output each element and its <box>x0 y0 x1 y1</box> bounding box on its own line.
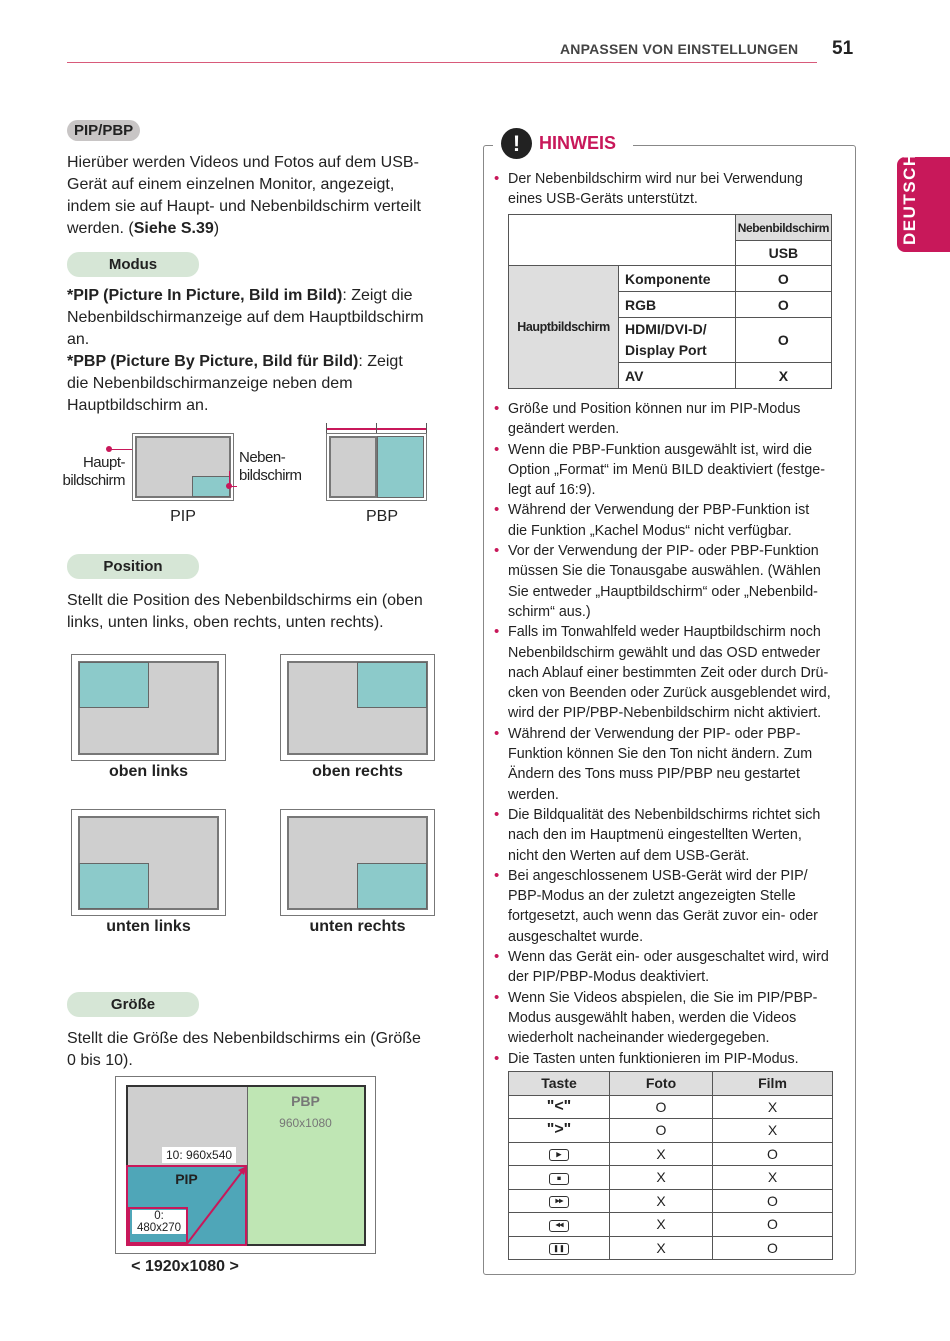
source-cell: Komponente <box>619 266 736 292</box>
usb-header: USB <box>735 241 831 266</box>
key-function-table <box>508 1071 833 1260</box>
language-tab-label: DEUTSCH <box>900 152 919 245</box>
icon-glyph: ▶ <box>556 1151 562 1159</box>
pbp-term: *PBP (Picture By Picture, Bild für Bild) <box>67 353 359 370</box>
intro-line <box>67 218 467 240</box>
bullet-line: eines USB-Geräts unterstützt. <box>508 191 698 208</box>
sub-screen <box>79 662 149 708</box>
pbp-area <box>247 1087 364 1244</box>
position-top-right-diagram <box>280 654 435 761</box>
value-cell: O <box>735 318 831 363</box>
modus-line: an. <box>67 331 90 348</box>
source-cell <box>619 318 736 363</box>
pbp-diagram <box>326 433 427 501</box>
rewind-button-icon <box>549 1220 569 1232</box>
note-bullet <box>492 622 844 723</box>
pip-term: *PIP (Picture In Picture, Bild im Bild) <box>67 287 343 304</box>
note-bullet <box>492 541 844 622</box>
note-bullet <box>492 988 844 1049</box>
modus-line: die Nebenbildschirmanzeige neben dem <box>67 375 353 392</box>
key-pause <box>509 1236 610 1260</box>
bullet-line: ausgeschaltet wurde. <box>508 928 644 945</box>
bullet-line: Nebenbildschirm gewählt und das OSD entweder <box>508 644 821 661</box>
modus-line <box>67 285 467 307</box>
bullet-line: schirm“ aus.) <box>508 603 591 620</box>
position-top-right-label: oben rechts <box>312 763 403 780</box>
bullet-line: • Wenn das Gerät ein- oder ausgeschaltet wird, wird <box>508 949 829 966</box>
sub-screen <box>192 476 230 497</box>
note-header <box>493 128 633 160</box>
bullet-line: nach den im Hauptmenü eingestellten Werten, <box>508 827 802 844</box>
photo-cell: X <box>610 1213 713 1237</box>
bullet-line: PBP-Modus an der zuletzt angezeigten Stelle <box>508 888 796 905</box>
size-diagram <box>115 1076 376 1254</box>
arrow-tick <box>326 423 327 433</box>
intro-text: werden. ( <box>67 220 134 237</box>
pip-pbp-title: PIP/PBP <box>67 120 140 141</box>
arrow-tick <box>376 423 377 433</box>
value-cell: O <box>735 292 831 318</box>
arrow-tick <box>426 423 427 433</box>
key-fast-forward <box>509 1189 610 1213</box>
intro-line: indem sie auf Haupt- und Nebenbildschirm verteilt <box>67 198 421 215</box>
film-cell: O <box>713 1213 833 1237</box>
bullet-line: Modus ausgewählt haben, werden die Videos <box>508 1009 797 1026</box>
sub-screen <box>357 662 427 708</box>
intro-text: ) <box>213 220 220 237</box>
film-cell: O <box>713 1142 833 1166</box>
position-bottom-right-diagram <box>280 809 435 916</box>
min-size-label <box>132 1210 186 1234</box>
main-screen <box>329 436 377 498</box>
modus-text: : Zeigt <box>358 353 403 370</box>
note-first-list <box>492 169 844 210</box>
photo-cell: O <box>610 1119 713 1143</box>
note-bullet <box>492 947 844 988</box>
fast-forward-button-icon <box>549 1196 569 1208</box>
stop-button-icon <box>549 1173 569 1185</box>
source-cell: AV <box>619 363 736 389</box>
bullet-line: Ändern des Tons muss PIP/PBP neu gestartet <box>508 766 800 783</box>
film-header: Film <box>713 1072 833 1096</box>
pointer-dot <box>106 446 112 452</box>
header-rule <box>67 62 817 63</box>
bullet-line: • Während der Verwendung der PIP- oder PBP- <box>508 725 801 742</box>
value-cell: O <box>735 266 831 292</box>
size-description <box>67 1028 467 1072</box>
film-cell: O <box>713 1236 833 1260</box>
play-button-icon <box>549 1149 569 1161</box>
intro-line: Hierüber werden Videos und Fotos auf dem USB- <box>67 154 419 171</box>
modus-line: Nebenbildschirmanzeige auf dem Hauptbildschirm <box>67 309 424 326</box>
bullet-line: wiederholt nacheinander wiedergegeben. <box>508 1030 770 1047</box>
sub-screen-label <box>239 449 302 485</box>
main-screen-header: Hauptbildschirm <box>509 266 619 389</box>
key-stop <box>509 1166 610 1190</box>
bullet-line: fortgesetzt, auch wenn das Gerät zuvor ein- oder <box>508 908 818 925</box>
photo-cell: X <box>610 1236 713 1260</box>
modus-line <box>67 351 467 373</box>
photo-cell: O <box>610 1095 713 1119</box>
position-line: Stellt die Position des Nebenbildschirms ein (oben <box>67 592 423 609</box>
note-list <box>492 399 844 1069</box>
size-title: Größe <box>67 992 199 1017</box>
note-bullet <box>492 1049 844 1069</box>
position-top-left-label: oben links <box>108 763 189 780</box>
pip-area-label: PIP <box>175 1171 198 1187</box>
icon-glyph: ❚❚ <box>553 1245 565 1253</box>
bullet-line: legt auf 16:9). <box>508 482 596 499</box>
bullet-line: • Bei angeschlossenem USB-Gerät wird der PIP/ <box>508 867 808 884</box>
modus-title: Modus <box>67 252 199 277</box>
bullet-line: • Falls im Tonwahlfeld weder Hauptbildschirm noch <box>508 624 821 641</box>
note-title: HINWEIS <box>539 133 617 153</box>
modus-line: Hauptbildschirm an. <box>67 397 209 414</box>
source-line: Display Port <box>625 342 707 358</box>
sub-screen <box>377 436 424 498</box>
max-size-label: 10: 960x540 <box>162 1147 236 1163</box>
pbp-caption: PBP <box>365 508 398 525</box>
pointer-dot <box>226 483 232 489</box>
film-cell: X <box>713 1095 833 1119</box>
pip-caption: PIP <box>170 508 196 525</box>
intro-line: Gerät auf einem einzelnen Monitor, angezeigt, <box>67 176 395 193</box>
bullet-line: • Der Nebenbildschirm wird nur bei Verwendung <box>508 171 803 187</box>
bullet-line: cken von Beenden oder Zurück ausgeblendet wird, <box>508 685 831 702</box>
position-bottom-right-label: unten rechts <box>309 918 406 935</box>
bullet-line: wird der PIP/PBP-Nebenbildschirm nicht aktiviert. <box>508 705 822 722</box>
bullet-line: Option „Format“ im Menü BILD deaktiviert (festge- <box>508 461 826 478</box>
bullet-line: • Vor der Verwendung der PIP- oder PBP-Funktion <box>508 543 819 560</box>
note-bullet <box>492 805 844 866</box>
modus-description <box>67 285 467 417</box>
icon-glyph: ■ <box>556 1175 562 1183</box>
note-bullet <box>492 724 844 805</box>
photo-header: Foto <box>610 1072 713 1096</box>
modus-text: : Zeigt die <box>342 287 413 304</box>
bullet-line: die Funktion „Kachel Modus“ nicht verfügbar. <box>508 522 792 539</box>
bullet-line: Funktion können Sie den Ton nicht ändern. Zum <box>508 746 813 763</box>
position-title: Position <box>67 554 199 579</box>
sub-screen <box>357 863 427 909</box>
value-cell: X <box>735 363 831 389</box>
pause-button-icon <box>549 1243 569 1255</box>
position-line: links, unten links, oben rechts, unten rechts). <box>67 614 384 631</box>
source-cell: RGB <box>619 292 736 318</box>
main-screen-label <box>55 454 125 490</box>
bullet-line: • Die Tasten unten funktionieren im PIP-Modus. <box>508 1050 799 1067</box>
language-tab <box>897 152 950 252</box>
film-cell: X <box>713 1166 833 1190</box>
icon-glyph: ◀◀ <box>555 1222 563 1229</box>
position-top-left-diagram <box>71 654 226 761</box>
size-line: 0 bis 10). <box>67 1052 133 1069</box>
exclamation-icon: ! <box>501 128 532 159</box>
label-line: Neben- <box>239 449 286 466</box>
bullet-line: • Größe und Position können nur im PIP-Modus <box>508 401 801 417</box>
photo-cell: X <box>610 1189 713 1213</box>
min-size-line: 480x270 <box>136 1222 182 1234</box>
page-number: 51 <box>832 38 854 59</box>
key-right: ">" <box>509 1119 610 1143</box>
key-rewind <box>509 1213 610 1237</box>
key-left: "<" <box>509 1095 610 1119</box>
bullet-line: nicht den Werten auf dem USB-Gerät. <box>508 847 750 864</box>
bullet-line: • Während der Verwendung der PBP-Funktion ist <box>508 502 810 519</box>
pip-diagram <box>132 433 234 501</box>
size-line: Stellt die Größe des Nebenbildschirms ein (Größe <box>67 1030 421 1047</box>
photo-cell: X <box>610 1142 713 1166</box>
bullet-line: nach Ablauf einer bestimmten Zeit oder durch Drü- <box>508 664 829 681</box>
position-bottom-left-label: unten links <box>106 918 191 935</box>
sub-screen <box>79 863 149 909</box>
compatibility-table <box>508 214 832 389</box>
total-resolution: < 1920x1080 > <box>131 1258 239 1275</box>
bullet-line: müssen Sie die Tonausgabe auswählen. (Wählen <box>508 563 821 580</box>
key-header: Taste <box>509 1072 610 1096</box>
label-line: bildschirm <box>239 467 302 484</box>
bullet-line: geändert werden. <box>508 421 620 438</box>
position-bottom-left-diagram <box>71 809 226 916</box>
pbp-area-resolution: 960x1080 <box>279 1116 332 1130</box>
empty-cell <box>509 215 736 266</box>
note-bullet <box>492 399 844 440</box>
section-title: ANPASSEN VON EINSTELLUNGEN <box>560 41 799 57</box>
position-description <box>67 590 467 634</box>
bullet-line: • Wenn die PBP-Funktion ausgewählt ist, wird die <box>508 441 813 458</box>
pbp-area-label: PBP <box>291 1093 320 1109</box>
source-line: HDMI/DVI-D/ <box>625 321 707 337</box>
sub-screen-header: Nebenbildschirm <box>735 215 831 241</box>
note-bullet <box>492 866 844 947</box>
icon-glyph: ▶▶ <box>555 1198 563 1205</box>
bullet-line: • Die Bildqualität des Nebenbildschirms richtet sich <box>508 806 821 823</box>
label-line: Haupt- <box>82 454 125 471</box>
key-play <box>509 1142 610 1166</box>
film-cell: X <box>713 1119 833 1143</box>
bullet-line: Sie entweder „Hauptbildschirm“ oder „Nebenbild- <box>508 583 818 600</box>
bullet-line: werden. <box>508 786 559 803</box>
bullet-line: der PIP/PBP-Modus deaktiviert. <box>508 969 710 986</box>
note-bullet <box>492 500 844 541</box>
film-cell: O <box>713 1189 833 1213</box>
bullet-line: • Wenn Sie Videos abspielen, die Sie im PIP/PBP- <box>508 989 818 1006</box>
pip-pbp-intro <box>67 152 467 240</box>
note-bullet <box>492 169 844 210</box>
page-reference: Siehe S.39 <box>133 220 214 237</box>
photo-cell: X <box>610 1166 713 1190</box>
min-size-line: 0: <box>154 1210 164 1222</box>
label-line: bildschirm <box>62 472 125 489</box>
note-bullet <box>492 440 844 501</box>
